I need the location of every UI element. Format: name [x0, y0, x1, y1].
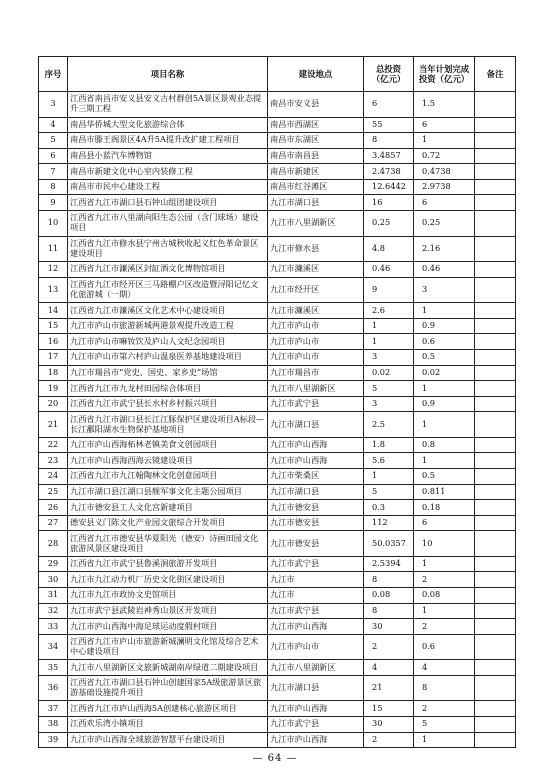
total-investment-cell: 112: [364, 515, 414, 531]
row-number-cell: 5: [39, 133, 68, 149]
planned-investment-cell: 1: [414, 412, 475, 438]
table-header-row: [39, 57, 516, 92]
planned-investment-cell: 4: [414, 660, 475, 676]
row-number-cell: 18: [39, 365, 68, 381]
remark-cell: [475, 349, 516, 365]
project-name-cell: 江西省九江市武宁县长水村乡村振兴项目: [68, 396, 268, 412]
location-cell: 九江市湖口县: [268, 412, 364, 438]
location-cell: 九江市湖口县: [268, 675, 364, 701]
project-name-cell: 九江市庐山西海柘林老镇美食文创园项目: [68, 437, 268, 453]
row-number-cell: 10: [39, 211, 68, 237]
remark-cell: [475, 453, 516, 469]
remark-cell: [475, 572, 516, 588]
total-investment-cell: 55: [364, 117, 414, 133]
table-row: [39, 469, 516, 485]
table-row: [39, 236, 516, 262]
project-name-cell: 江西省九江市经开区三马路棚户区改造暨浔阳记忆文化旅游城（一期）: [68, 277, 268, 303]
planned-investment-cell: 2.9738: [414, 179, 475, 195]
planned-investment-cell: 0.72: [414, 148, 475, 164]
project-name-cell: 九江市九江市政协文史馆项目: [68, 588, 268, 604]
project-name-cell: 江西省南昌市安义县安义古村群创5A景区景观业态提升三期工程: [68, 92, 268, 118]
remark-cell: [475, 603, 516, 619]
row-number-cell: 39: [39, 732, 68, 748]
header-remark: 备注: [475, 57, 516, 92]
table-row: [39, 381, 516, 397]
total-investment-cell: 1: [364, 318, 414, 334]
project-name-cell: 德安县义门陈文化产业园文旅综合开发项目: [68, 515, 268, 531]
table-row: [39, 717, 516, 733]
table-row: [39, 675, 516, 701]
row-number-cell: 9: [39, 195, 68, 211]
location-cell: 九江市八里湖新区: [268, 381, 364, 397]
total-investment-cell: 16: [364, 195, 414, 211]
project-name-cell: 江西省九江市庐山西海5A创建核心旅游区项目: [68, 701, 268, 717]
total-investment-cell: 3: [364, 349, 414, 365]
project-name-cell: 南昌市滕王阁景区4A升5A提升改扩建工程项目: [68, 133, 268, 149]
location-cell: 南昌市新建区: [268, 164, 364, 180]
planned-investment-cell: 0.5: [414, 349, 475, 365]
remark-cell: [475, 381, 516, 397]
total-investment-cell: 0.3: [364, 500, 414, 516]
planned-investment-cell: 0.02: [414, 365, 475, 381]
remark-cell: [475, 437, 516, 453]
table-row: [39, 531, 516, 557]
project-name-cell: 九江市武宁县武陵岩神秀山景区开发项目: [68, 603, 268, 619]
remark-cell: [475, 148, 516, 164]
planned-investment-cell: 0.9: [414, 396, 475, 412]
location-cell: 九江市八里湖新区: [268, 660, 364, 676]
row-number-cell: 24: [39, 469, 68, 485]
project-name-cell: 九江市庐山西海全域旅游智慧平台建设项目: [68, 732, 268, 748]
total-investment-cell: 2.4738: [364, 164, 414, 180]
remark-cell: [475, 531, 516, 557]
project-name-cell: 南昌市新建文化中心室内装修工程: [68, 164, 268, 180]
table-row: [39, 133, 516, 149]
project-name-cell: 江西省九江市濂溪区封缸酒文化博物馆项目: [68, 262, 268, 278]
table-row: [39, 484, 516, 500]
remark-cell: [475, 469, 516, 485]
total-investment-cell: 1.8: [364, 437, 414, 453]
total-investment-cell: 5.6: [364, 453, 414, 469]
planned-investment-cell: 0.5: [414, 469, 475, 485]
planned-investment-cell: 0.9: [414, 318, 475, 334]
location-cell: 九江市濂溪区: [268, 262, 364, 278]
total-investment-cell: 1: [364, 469, 414, 485]
planned-investment-cell: 2: [414, 701, 475, 717]
project-name-cell: 江西省九江市八里湖向阳生态公园（含门球场）建设项目: [68, 211, 268, 237]
remark-cell: [475, 660, 516, 676]
location-cell: 九江市湖口县: [268, 195, 364, 211]
row-number-cell: 22: [39, 437, 68, 453]
planned-investment-cell: 1: [414, 453, 475, 469]
remark-cell: [475, 701, 516, 717]
project-name-cell: 九江市德安县工人文化宫新建项目: [68, 500, 268, 516]
row-number-cell: 27: [39, 515, 68, 531]
remark-cell: [475, 515, 516, 531]
remark-cell: [475, 303, 516, 319]
project-name-cell: 江西省九江市武宁县鲁溪洞旅游开发项目: [68, 556, 268, 572]
remark-cell: [475, 500, 516, 516]
row-number-cell: 38: [39, 717, 68, 733]
location-cell: 九江市柴桑区: [268, 469, 364, 485]
location-cell: 九江市修水县: [268, 236, 364, 262]
planned-investment-cell: 0.08: [414, 588, 475, 604]
project-name-cell: 九江市庐山西海中海足球运动度假村项目: [68, 619, 268, 635]
total-investment-cell: 0.08: [364, 588, 414, 604]
total-investment-cell: 5: [364, 484, 414, 500]
remark-cell: [475, 117, 516, 133]
remark-cell: [475, 619, 516, 635]
row-number-cell: 7: [39, 164, 68, 180]
row-number-cell: 3: [39, 92, 68, 118]
table-row: [39, 634, 516, 660]
table-row: [39, 318, 516, 334]
location-cell: 九江市濂溪区: [268, 303, 364, 319]
table-row: [39, 515, 516, 531]
planned-investment-cell: 3: [414, 277, 475, 303]
row-number-cell: 31: [39, 588, 68, 604]
remark-cell: [475, 195, 516, 211]
total-investment-cell: 8: [364, 572, 414, 588]
planned-investment-cell: 1: [414, 732, 475, 748]
row-number-cell: 36: [39, 675, 68, 701]
total-investment-cell: 30: [364, 619, 414, 635]
page-number: — 64 —: [252, 753, 298, 764]
row-number-cell: 12: [39, 262, 68, 278]
table-row: [39, 92, 516, 118]
table-row: [39, 277, 516, 303]
project-name-cell: 九江市庐山西海西海云镜建设项目: [68, 453, 268, 469]
table-row: [39, 211, 516, 237]
row-number-cell: 35: [39, 660, 68, 676]
location-cell: 南昌市东湖区: [268, 133, 364, 149]
location-cell: 九江市八里湖新区: [268, 211, 364, 237]
row-number-cell: 34: [39, 634, 68, 660]
total-investment-cell: 0.02: [364, 365, 414, 381]
row-number-cell: 21: [39, 412, 68, 438]
row-number-cell: 37: [39, 701, 68, 717]
planned-investment-cell: 0.25: [414, 211, 475, 237]
project-name-cell: 九江市庐山市旅游新城两港景观提升改造工程: [68, 318, 268, 334]
table-row: [39, 334, 516, 350]
remark-cell: [475, 675, 516, 701]
row-number-cell: 33: [39, 619, 68, 635]
project-name-cell: 江西省九江市湖口县石钟山组团建设项目: [68, 195, 268, 211]
location-cell: 九江市武宁县: [268, 396, 364, 412]
table-row: [39, 437, 516, 453]
planned-investment-cell: 1: [414, 133, 475, 149]
location-cell: 九江市庐山市: [268, 318, 364, 334]
planned-investment-cell: 10: [414, 531, 475, 557]
header-no: 序号: [39, 57, 68, 92]
planned-investment-cell: 1: [414, 556, 475, 572]
planned-investment-cell: 6: [414, 117, 475, 133]
planned-investment-cell: 2: [414, 572, 475, 588]
location-cell: 九江市武宁县: [268, 603, 364, 619]
row-number-cell: 23: [39, 453, 68, 469]
project-name-cell: 江西省九江市九江翰陶林文化创意园项目: [68, 469, 268, 485]
total-investment-cell: 2.5394: [364, 556, 414, 572]
table-row: [39, 262, 516, 278]
project-name-cell: 江西欢乐湾小镇项目: [68, 717, 268, 733]
table-row: [39, 117, 516, 133]
location-cell: 九江市: [268, 572, 364, 588]
table-row: [39, 303, 516, 319]
location-cell: 九江市德安县: [268, 515, 364, 531]
table-row: [39, 500, 516, 516]
table-row: [39, 660, 516, 676]
table-row: [39, 396, 516, 412]
row-number-cell: 11: [39, 236, 68, 262]
total-investment-cell: 8: [364, 603, 414, 619]
location-cell: 九江市德安县: [268, 500, 364, 516]
table-row: [39, 732, 516, 748]
location-cell: 九江市瑞昌市: [268, 365, 364, 381]
remark-cell: [475, 236, 516, 262]
total-investment-cell: 8: [364, 133, 414, 149]
remark-cell: [475, 732, 516, 748]
project-name-cell: 南昌市市民中心建设工程: [68, 179, 268, 195]
remark-cell: [475, 412, 516, 438]
remark-cell: [475, 262, 516, 278]
project-name-cell: 江西省九江市湖口县长江江豚保护区建设项目A标段—长江鄱阳湖水生物保护基地项目: [68, 412, 268, 438]
table-row: [39, 619, 516, 635]
total-investment-cell: 12.6442: [364, 179, 414, 195]
row-number-cell: 28: [39, 531, 68, 557]
header-total-invest: 总投资 （亿元）: [364, 57, 414, 92]
remark-cell: [475, 164, 516, 180]
total-investment-cell: 50.0357: [364, 531, 414, 557]
project-name-cell: 九江市八里湖新区文旅新城湖南岸绿道二期建设项目: [68, 660, 268, 676]
planned-investment-cell: 8: [414, 675, 475, 701]
row-number-cell: 14: [39, 303, 68, 319]
table-row: [39, 701, 516, 717]
row-number-cell: 8: [39, 179, 68, 195]
planned-investment-cell: 2: [414, 619, 475, 635]
location-cell: 九江市庐山市: [268, 349, 364, 365]
project-name-cell: 九江市湖口县江湖口县舰军事文化主题公园项目: [68, 484, 268, 500]
remark-cell: [475, 133, 516, 149]
header-location: 建设地点: [268, 57, 364, 92]
remark-cell: [475, 396, 516, 412]
project-name-cell: 九江市庐山市嘛钕饮及庐山人文纪念园项目: [68, 334, 268, 350]
planned-investment-cell: 5: [414, 717, 475, 733]
total-investment-cell: 2.6: [364, 303, 414, 319]
total-investment-cell: 15: [364, 701, 414, 717]
total-investment-cell: 5: [364, 381, 414, 397]
table-row: [39, 349, 516, 365]
project-name-cell: 江西省九江市修水县宁州古城秋收起义红色革命景区建设项目: [68, 236, 268, 262]
table-row: [39, 164, 516, 180]
table-row: [39, 556, 516, 572]
project-name-cell: 江西省九江市九龙村田园综合体项目: [68, 381, 268, 397]
location-cell: 九江市经开区: [268, 277, 364, 303]
remark-cell: [475, 634, 516, 660]
location-cell: 九江市: [268, 588, 364, 604]
remark-cell: [475, 717, 516, 733]
location-cell: 九江市庐山西海: [268, 732, 364, 748]
table-row: [39, 453, 516, 469]
table-row: [39, 148, 516, 164]
header-name: 项目名称: [68, 57, 268, 92]
project-name-cell: 九江市九江动力机厂历史文化街区建设项目: [68, 572, 268, 588]
row-number-cell: 29: [39, 556, 68, 572]
total-investment-cell: 2.5: [364, 412, 414, 438]
remark-cell: [475, 365, 516, 381]
remark-cell: [475, 277, 516, 303]
location-cell: 九江市湖口县: [268, 484, 364, 500]
table-row: [39, 179, 516, 195]
project-name-cell: 南昌县小蓝汽车博物馆: [68, 148, 268, 164]
row-number-cell: 20: [39, 396, 68, 412]
planned-investment-cell: 6: [414, 195, 475, 211]
project-name-cell: 江西省九江市湖口县石钟山创建国家5A级旅游景区旅游基础设施提升项目: [68, 675, 268, 701]
row-number-cell: 19: [39, 381, 68, 397]
planned-investment-cell: 0.811: [414, 484, 475, 500]
total-investment-cell: 21: [364, 675, 414, 701]
remark-cell: [475, 92, 516, 118]
planned-investment-cell: 6: [414, 515, 475, 531]
row-number-cell: 25: [39, 484, 68, 500]
row-number-cell: 6: [39, 148, 68, 164]
planned-investment-cell: 1: [414, 303, 475, 319]
planned-investment-cell: 2.16: [414, 236, 475, 262]
planned-investment-cell: 0.18: [414, 500, 475, 516]
table-row: [39, 572, 516, 588]
table-row: [39, 603, 516, 619]
row-number-cell: 30: [39, 572, 68, 588]
planned-investment-cell: 0.6: [414, 634, 475, 660]
remark-cell: [475, 318, 516, 334]
table-row: [39, 412, 516, 438]
location-cell: 九江市庐山市: [268, 334, 364, 350]
project-name-cell: 九江市瑞昌市“党史、国史、家乡史”场馆: [68, 365, 268, 381]
row-number-cell: 32: [39, 603, 68, 619]
row-number-cell: 4: [39, 117, 68, 133]
total-investment-cell: 3: [364, 396, 414, 412]
planned-investment-cell: 0.46: [414, 262, 475, 278]
location-cell: 南昌市安义县: [268, 92, 364, 118]
location-cell: 九江市庐山西海: [268, 619, 364, 635]
project-name-cell: 江西省九江市庐山市旅游新城澜明文化馆及综合艺术中心建设项目: [68, 634, 268, 660]
location-cell: 九江市庐山市: [268, 634, 364, 660]
total-investment-cell: 4.8: [364, 236, 414, 262]
remark-cell: [475, 484, 516, 500]
planned-investment-cell: 0.4738: [414, 164, 475, 180]
location-cell: 南昌市西湖区: [268, 117, 364, 133]
location-cell: 九江市庐山西海: [268, 701, 364, 717]
row-number-cell: 15: [39, 318, 68, 334]
table-row: [39, 588, 516, 604]
total-investment-cell: 4: [364, 660, 414, 676]
project-name-cell: 九江市庐山市第六村庐山温泉医养基地建设项目: [68, 349, 268, 365]
remark-cell: [475, 211, 516, 237]
row-number-cell: 17: [39, 349, 68, 365]
remark-cell: [475, 179, 516, 195]
location-cell: 九江市武宁县: [268, 717, 364, 733]
total-investment-cell: 0.25: [364, 211, 414, 237]
planned-investment-cell: 1: [414, 381, 475, 397]
project-table: [38, 56, 516, 748]
row-number-cell: 16: [39, 334, 68, 350]
total-investment-cell: 1: [364, 334, 414, 350]
project-name-cell: 江西省九江市德安县华夏阳光（德安）诗画田园文化旅游风景区建设项目: [68, 531, 268, 557]
header-year-plan: 当年计划完成 投资（亿元）: [414, 57, 475, 92]
planned-investment-cell: 1.5: [414, 92, 475, 118]
location-cell: 九江市庐山西海: [268, 453, 364, 469]
table-body: [39, 92, 516, 748]
location-cell: 南昌市红谷滩区: [268, 179, 364, 195]
total-investment-cell: 2: [364, 732, 414, 748]
row-number-cell: 26: [39, 500, 68, 516]
remark-cell: [475, 588, 516, 604]
total-investment-cell: 0.46: [364, 262, 414, 278]
location-cell: 九江市德安县: [268, 531, 364, 557]
location-cell: 南昌市南昌县: [268, 148, 364, 164]
total-investment-cell: 6: [364, 92, 414, 118]
project-name-cell: 南昌华侨城大型文化旅游综合体: [68, 117, 268, 133]
remark-cell: [475, 556, 516, 572]
planned-investment-cell: 0.8: [414, 437, 475, 453]
row-number-cell: 13: [39, 277, 68, 303]
table-row: [39, 365, 516, 381]
project-name-cell: 江西省九江市濂溪区文化艺术中心建设项目: [68, 303, 268, 319]
planned-investment-cell: 1: [414, 603, 475, 619]
total-investment-cell: 2: [364, 634, 414, 660]
total-investment-cell: 3.4857: [364, 148, 414, 164]
planned-investment-cell: 0.6: [414, 334, 475, 350]
total-investment-cell: 30: [364, 717, 414, 733]
table-row: [39, 195, 516, 211]
location-cell: 九江市庐山西海: [268, 437, 364, 453]
total-investment-cell: 9: [364, 277, 414, 303]
remark-cell: [475, 334, 516, 350]
location-cell: 九江市武宁县: [268, 556, 364, 572]
